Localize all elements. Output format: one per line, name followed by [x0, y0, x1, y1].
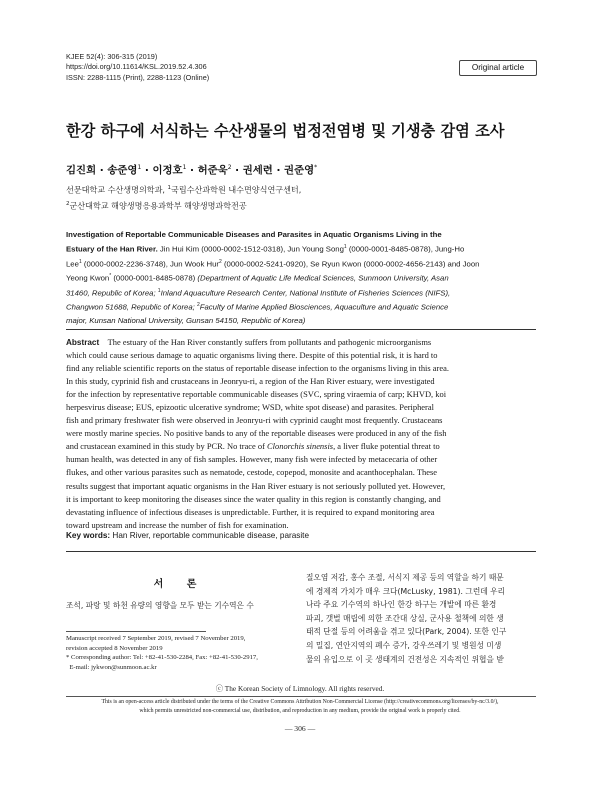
separator: · [231, 164, 243, 177]
journal-meta [66, 52, 396, 83]
author: 이정호 [152, 164, 183, 177]
affiliation-line: $^2$군산대학교 해양생명응용과학부 해양생명과학전공 [66, 200, 247, 211]
abstract-section [66, 329, 536, 530]
english-title-block: Investigation of Reportable Communicable Diseases and Parasites in Aquatic Organisms Living in the Estuary of the Han River. Jin Hui Kim (0000-0002-1512-0318), Jun Young Song$^1$ (0000-0001-8485-0878), Jung-Ho Lee$^1$ (0000-0002-2236-3748), Jun Wook Hur$^2$ (0000-0002-5241-0920), Se Ryun Kwon (0000-0002-4656-2143) and Joon Yeong Kwon* (0000-0001-8485-0878) (Department of Aquatic Life Medical Sciences, Sunmoon University, Asan 31460, Republic of Korea; $^1$Inland Aquaculture Research Center, National Institute of Fisheries Sciences (NIFS), Changwon 51688, Republic of Korea; $^2$Faculty of Marine Applied Biosciences, Aquaculture and Aquatic Science major, Kunsan National University, Gunsan 54150, Republic of Korea) [66, 230, 480, 325]
issn: ISSN: 2288-1115 (Print), 2288-1123 (Online) [66, 72, 210, 82]
author: 허준욱 [197, 164, 228, 177]
separator: · [272, 164, 285, 177]
footnote-divider [66, 631, 206, 632]
footer-divider [66, 696, 536, 697]
copyright: ⓒ The Korean Society of Limnology. All rights reserved. [215, 684, 385, 693]
affiliations-korean [66, 181, 536, 213]
journal-citation: KJEE 52(4): 306-315 (2019) [66, 52, 158, 61]
email-link[interactable]: E-mail: jykwon@sunmoon.ac.kr [69, 663, 157, 671]
affil-mark: 1 [137, 164, 142, 171]
title-english: Investigation of Reportable Communicable Diseases and Parasites in Aquatic Organisms Living in the [66, 230, 442, 239]
corresponding-mark: * [314, 164, 318, 171]
author: 권세련 [242, 164, 273, 177]
body-text-left: 조석, 파랑 및 하천 유량의 영향을 모두 받는 기수역은 수 [66, 601, 254, 610]
section-heading-introduction: 서 론 [153, 579, 207, 590]
body-text-right: 질오염 저감, 홍수 조절, 서식지 제공 등의 역할을 하기 때문 에 경제적 가치가 매우 크다(McLusky, 1981). 그런데 우리 나라 주요 기수역의 하나인 한강 하구는 개발에 따른 환경 파괴, 갯벌 매립에 의한 조간대 상실, 군사용 철책에 의한 생 태적 단절 등의 어려움을 겪고 있다(Park, 2004). 또한 인구 의 밀집, 연안지역의 폐수 증가, 강우쓰레기 및 병원성 미생 물의 유입으로 이 곳 생태계의 건전성은 지속적인 위협을 받 [306, 573, 507, 664]
authors-korean [66, 161, 317, 177]
affil-mark: 2 [227, 164, 232, 171]
keywords-text: Han River, reportable communicable disease, parasite [110, 531, 310, 540]
separator: · [186, 164, 198, 177]
keywords-label: Key words: [66, 531, 111, 540]
separator: · [141, 164, 153, 177]
abstract-text: Abstract The estuary of the Han River constantly suffers from pollutants and pathogenic microorganisms which could cause serious damage to aquatic organisms living there. Despite of this potential risk, it is hard to find any reliable scientific reports on the status of reportable disease infection to the organisms living in this area. In this study, cyprinid fish and crustaceans in Jeonryu-ri, a region of the Han River estuary, were investigated for the infection by representative reportable communicable diseases (SVC, spring viraemia of carp; KHVD, koi herpesvirus disease; EUS, epizootic ulcerative syndrome; WSD, white spot disease) and parasites. Peripheral fish and primary freshwater fish were observed in Jeonryu-ri with cyprinid caught most frequently. Crustaceans were mostly marine species. No positive bands to any of the reportable diseases were produced in any of the fish and crustacean examined in this study by PCR. No trace of Clonorchis sinensis, a liver fluke potential threat to human health, was detected in any of fish samples. However, many fish were infected by metacecaria of other flukes, and other various parasites such as nematode, cestode, copepod, monosite and acanthocephalan. These results suggest that important aquatic organisms in the Han River estuary is not seriously polluted yet. However, it is important to keep monitoring the diseases since the water quality in this region is constantly changing, and devastating influence of infectious diseases is unpredictable. Further, it is required to expand monitoring area toward upstream and increase the number of fish for examination. [66, 337, 449, 530]
license-notice: This is an open-access article distributed under the terms of the Creative Commons Attribution Non-Commercial License (http://creativecommons.org/licenses/by-nc/3.0/), which permits unrestricted non-commercial use, distribution, and reproduction in any medium, provide the original work is properly cited. [101, 699, 499, 714]
affil-mark: 1 [182, 164, 187, 171]
author: 송준영 [107, 164, 138, 177]
separator: · [96, 164, 108, 177]
author: 김진희 [66, 164, 97, 177]
doi-link[interactable]: https://doi.org/10.11614/KSL.2019.52.4.306 [66, 62, 207, 72]
divider [66, 551, 536, 552]
article-type-badge: Original article [459, 60, 537, 76]
abstract-label: Abstract [66, 338, 100, 347]
author: 권준영 [284, 164, 315, 177]
page-number: — 306 — [284, 724, 316, 733]
affiliation-line: 선문대학교 수산생명의학과, $^1$국립수산과학원 내수면양식연구센터, [66, 184, 302, 195]
footnote: Manuscript received 7 September 2019, revised 7 November 2019, revision accepted 8 November 2019 * Corresponding author: Tel: +82-41-530-2284, Fax: +82-41-530-2917, E-mail: jykwon@sunmoon.ac.kr [66, 635, 258, 671]
keywords [66, 530, 536, 542]
title-korean: 한강 하구에 서식하는 수산생물의 법정전염병 및 기생충 감염 조사 [66, 122, 505, 140]
